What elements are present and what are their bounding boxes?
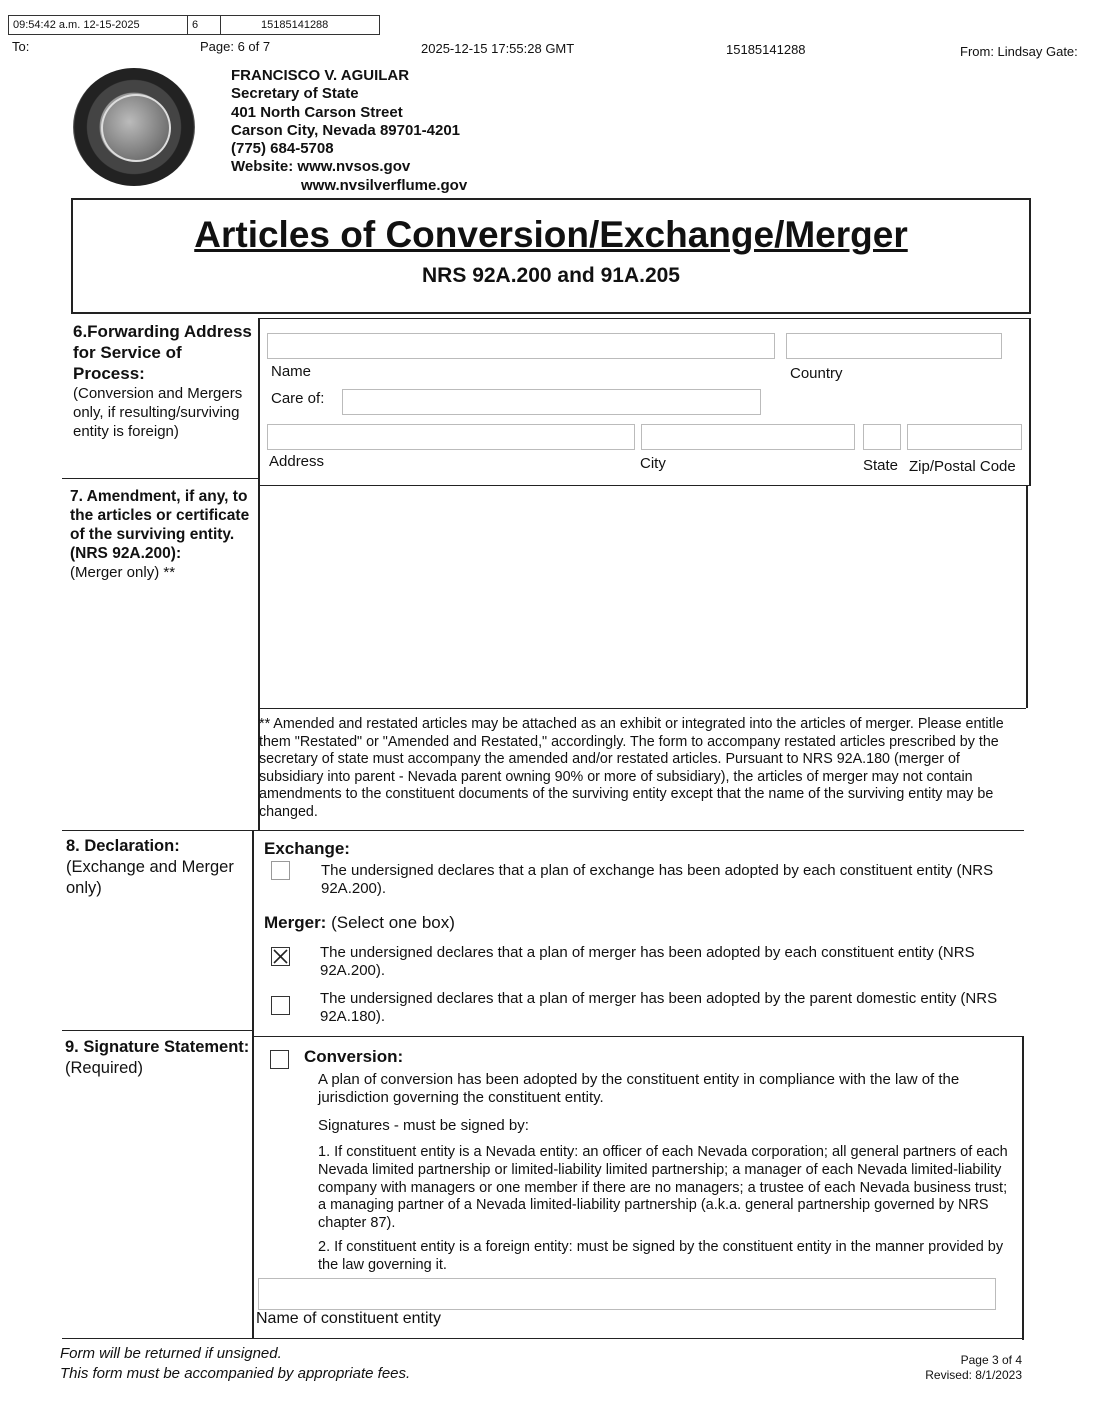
state-label: State bbox=[863, 457, 899, 474]
checkbox-x-icon bbox=[272, 948, 289, 965]
form-title: Articles of Conversion/Exchange/Merger bbox=[194, 214, 908, 255]
city-label: City bbox=[640, 455, 666, 472]
footer-page-info bbox=[900, 1353, 1022, 1383]
fax-to: To: bbox=[12, 39, 30, 54]
form-subtitle: NRS 92A.200 and 91A.205 bbox=[422, 264, 680, 287]
footer-fees-note: This form must be accompanied by appropriate fees. bbox=[60, 1365, 411, 1382]
rule-8-right bbox=[252, 1036, 1024, 1037]
address-label: Address bbox=[269, 453, 325, 470]
merger-option1-checkbox[interactable] bbox=[271, 947, 290, 966]
conversion-heading: Conversion: bbox=[304, 1047, 404, 1066]
fax-from: From: Lindsay Gate: bbox=[960, 44, 1078, 59]
zip-input[interactable] bbox=[907, 424, 1022, 450]
section9-heading bbox=[65, 1037, 251, 1079]
office-city: Carson City, Nevada 89701-4201 bbox=[231, 121, 461, 139]
rule-top bbox=[258, 318, 1030, 319]
section9-title: 9. Signature Statement: bbox=[65, 1038, 250, 1056]
exchange-checkbox[interactable] bbox=[271, 861, 290, 880]
rule-6-left bbox=[62, 478, 258, 479]
signatures-heading: Signatures - must be signed by: bbox=[318, 1117, 529, 1134]
rule-6-right bbox=[258, 485, 1030, 486]
section6-heading bbox=[73, 321, 257, 441]
entity-name-label: Name of constituent entity bbox=[256, 1310, 441, 1327]
title-box bbox=[71, 198, 1031, 314]
office-street: 401 North Carson Street bbox=[231, 103, 403, 121]
merger-option1-text: The undersigned declares that a plan of merger has been adopted by each constituent entity (NRS 92A.200). bbox=[320, 944, 975, 979]
fax-page: Page: 6 of 7 bbox=[200, 39, 271, 54]
footer-unsigned-note: Form will be returned if unsigned. bbox=[60, 1345, 282, 1362]
fax-stamp-number: 15185141288 bbox=[261, 19, 329, 31]
column-divider-lower bbox=[252, 830, 254, 1338]
right-border-6 bbox=[1029, 318, 1031, 486]
exchange-text: The undersigned declares that a plan of exchange has been adopted by each constituent entity (NRS 92A.200). bbox=[321, 862, 994, 897]
section9-note: (Required) bbox=[65, 1059, 143, 1077]
secretary-title: Secretary of State bbox=[231, 85, 359, 103]
footer-notes bbox=[60, 1344, 410, 1384]
rule-bottom bbox=[62, 1338, 1024, 1339]
careof-input[interactable] bbox=[342, 389, 761, 415]
merger-heading: Merger: bbox=[264, 913, 327, 932]
address-input[interactable] bbox=[267, 424, 635, 450]
amendment-footnote: ** Amended and restated articles may be attached as an exhibit or integrated into the articles of merger. Please entitle them "Restated" or "Amended and Restated," accordingly. The form to accompany restated articles prescribed by the secretary of state must accompany the amended and/or restated articles. Pursuant to NRS 92A.180 (merger of subsidiary into parent - Nevada parent owning 90% or more of subsidiary), the articles of merger may not contain amendments to the constituent documents of the surviving entity except that the name of the surviving entity may be changed. bbox=[259, 716, 1004, 820]
merger-hint: (Select one box) bbox=[331, 913, 455, 932]
signatures-rule1: 1. If constituent entity is a Nevada entity: an officer of each Nevada corporation; all general partners of each Nevada limited partnership or limited-liability limited partnership; a manager of each Nevada limited-liability company with managers or one member if there are no managers; a trustee of each Nevada business trust; a managing partner of a Nevada limited-liability partnership (a.k.a. general partnership governed by NRS chapter 87). bbox=[318, 1144, 1008, 1232]
secretary-of-state-info bbox=[231, 67, 467, 195]
right-border-7 bbox=[1026, 486, 1028, 708]
name-label: Name bbox=[271, 363, 312, 380]
conversion-text: A plan of conversion has been adopted by the constituent entity in compliance with the law of the jurisdiction governing the constituent entity. bbox=[318, 1071, 960, 1106]
zip-label: Zip/Postal Code bbox=[909, 458, 1016, 475]
section7-heading bbox=[70, 487, 254, 582]
exchange-heading: Exchange: bbox=[264, 839, 350, 858]
footer-revised: Revised: 8/1/2023 bbox=[925, 1368, 1022, 1382]
careof-label: Care of: bbox=[271, 390, 325, 407]
office-website2: www.nvsilverflume.gov bbox=[301, 176, 468, 194]
section7-title: 7. Amendment, if any, to the articles or certificate of the surviving entity. (NRS 92A.200): bbox=[70, 488, 250, 562]
fax-number: 15185141288 bbox=[726, 42, 806, 57]
amendment-textarea[interactable] bbox=[262, 490, 1022, 704]
fax-stamp-strip bbox=[8, 15, 380, 35]
entity-name-input[interactable] bbox=[258, 1278, 996, 1310]
city-input[interactable] bbox=[641, 424, 855, 450]
office-website: Website: www.nvsos.gov bbox=[231, 158, 411, 176]
section7-note: (Merger only) ** bbox=[70, 564, 176, 581]
fax-stamp-pages: 6 bbox=[188, 16, 221, 34]
section6-title: 6.Forwarding Address for Service of Process: bbox=[73, 322, 252, 383]
fax-timestamp: 2025-12-15 17:55:28 GMT bbox=[421, 41, 575, 56]
rule-7-box bbox=[258, 708, 1026, 709]
section8-heading bbox=[66, 836, 250, 899]
state-input[interactable] bbox=[863, 424, 901, 450]
rule-8-left bbox=[62, 1030, 254, 1031]
merger-heading-row bbox=[264, 913, 455, 933]
merger-option2-checkbox[interactable] bbox=[271, 996, 290, 1015]
country-input[interactable] bbox=[786, 333, 1002, 359]
merger-option2-text: The undersigned declares that a plan of merger has been adopted by the parent domestic entity (NRS 92A.180). bbox=[320, 990, 998, 1025]
rule-7-bottom bbox=[62, 830, 1024, 831]
right-border-9 bbox=[1022, 1036, 1024, 1340]
section8-note: (Exchange and Merger only) bbox=[66, 858, 234, 897]
secretary-name: FRANCISCO V. AGUILAR bbox=[231, 67, 410, 84]
signatures-rule2: 2. If constituent entity is a foreign entity: must be signed by the constituent entity in the manner provided by the law governing it. bbox=[318, 1239, 1004, 1273]
nevada-state-seal-icon bbox=[73, 68, 195, 186]
country-label: Country bbox=[790, 365, 843, 382]
fax-stamp-time: 09:54:42 a.m. 12-15-2025 bbox=[9, 16, 188, 34]
conversion-checkbox[interactable] bbox=[270, 1050, 289, 1069]
section8-title: 8. Declaration: bbox=[66, 837, 180, 855]
footer-page: Page 3 of 4 bbox=[960, 1353, 1022, 1367]
office-phone: (775) 684-5708 bbox=[231, 140, 334, 158]
section6-note: (Conversion and Mergers only, if resulting/surviving entity is foreign) bbox=[73, 385, 243, 440]
name-input[interactable] bbox=[267, 333, 775, 359]
